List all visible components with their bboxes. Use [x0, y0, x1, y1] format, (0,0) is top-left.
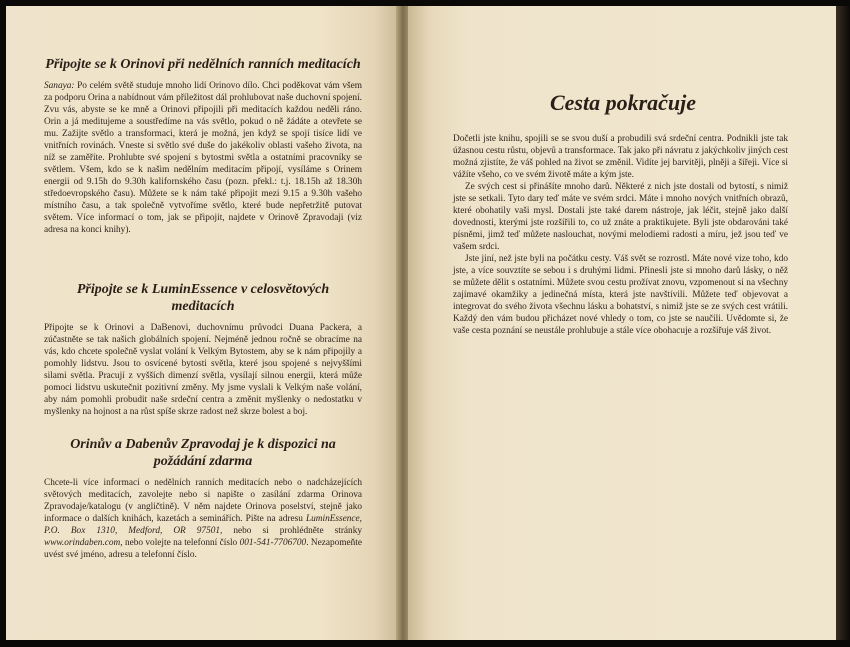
section-heading: Připojte se k Orinovi při nedělních ranních meditacích	[45, 57, 361, 72]
paragraph-text: , nebo volejte na telefonní číslo	[120, 538, 240, 548]
chapter-title: Cesta pokračuje	[549, 90, 697, 115]
paragraph-text: Po celém světě studuje mnoho lidí Orinovo dílo. Chci poděkovat vám všem za podporu Orina a nabídnout vám příležitost dál prohlubovat naše duchovní spojení. Zvu vás, abyste se ke mně a Orinovi připojili při meditacích každou neděli ráno. Orin a já meditujeme a soustředíme na vás světlo, pokud o ně žádáte a otevřete se mu. Zažijte světlo a transformaci, která je možná, jen když se spojí tisíce lidí ve vnitřních rovinách. Vneste si světlo své duše do jakékoliv oblasti vašeho života, na níž se zaměříte. Prohlubte své spojení s bytostmi světla a ostatními pracovníky se světlem. Všem, kdo se k našim nedělním meditacím připojí, vysíláme s Orinem energii od 9.15h do 9.30h kalifornského času (pozn. překl.: t.j. 18.15h až 18.30h středoevropského času). Můžete se k nám také připojit mezi 9.15 a 9.30h vašeho místního času, a tak společně vytvoříme světlo, které bude nepřetržitě putovat světem. Více informací o tom, jak se připojit, najdete v Orinově Zpravodaji (viz adresa na konci knihy).	[44, 81, 362, 235]
body-paragraph: Jste jiní, než jste byli na počátku cesty. Váš svět se rozrostl. Máte nové vize toho, kdo jste, a více souvztíte se sebou i s druhými lidmi. Přinesli jste si mnoho darů lásky, o něž se můžete dělit s ostatními. Můžete svou cestu prožívat znovu, vzpomenout si na všechny zajímavé okamžiky a jedinečná místa, která jste navštívili. Můžete teď objevovat a integrovat do svého života všechnu lásku a bohatství, s nimiž jste se ze svých cest vrátili. Každý den vám budou přicházet nové vhledy o tom, co jste se naučili. Uvědomte si, že vaše cesta poznání se neustále prohlubuje a stále více obohacuje a rozšiřuje váš život.	[453, 254, 788, 336]
section-paragraph: Připojte se k Orinovi a DaBenovi, duchovnímu průvodci Duana Packera, a zúčastněte se tak našich globálních spojení. Nejméně jednou ročně se obracíme na vás, kdo chcete společně vyslat volání k Velkým Bytostem, aby se k nám připojily a pomohly lidstvu. Jsou to osvícené bytosti světla, které jsou spojené s nejvyššími silami světla. Pracují z vyšších dimenzí světla, vysílají silnou energii, která může pomoci lidstvu uskutečnit pozitivní změny. My jsme vyslali k Velkým naše volání, aby nám pomohli probudit naše srdeční centra a změnit myšlenky o nedostatku v myšlenky na hojnost a na růst spíše skrze radost než skrze bolest a boj.	[44, 323, 362, 417]
chapter-body	[453, 133, 788, 337]
body-paragraph: Ze svých cest si přinášíte mnoho darů. Některé z nich jste dostali od bytostí, s nimiž jste se setkali. Tyto dary teď máte ve svém srdci. Máte i mnoho nových vnitřních obrazů, které obohatily vaši mysl. Dostali jste také darem nástroje, jak léčit, stejně jako další dovednosti, kterými jste rozšířili to, co už znáte a praktikujete. Byli jste obdarováni také písněmi, jimž teď můžete naslouchat, novými melodiemi radosti a míru, jež jsou teď ve vašem srdci.	[453, 182, 788, 252]
italic-text: 001-541-7706700	[239, 538, 307, 548]
italic-text: www.orindaben.com	[44, 538, 121, 548]
section-luminessence-meditations	[44, 281, 362, 418]
paragraph-text: . Nezapomeňte uvést své jméno, adresu a telefonní číslo.	[44, 538, 362, 560]
paragraph-text: , nebo si prohlédněte stránky	[220, 526, 362, 536]
section-sunday-meditations	[44, 56, 362, 236]
right-page	[408, 6, 838, 640]
paragraph-text: Chcete-li více informací o nedělních ranních meditacích nebo o nadcházejících světových meditacích, zavolejte nebo si napište o zasílání zdarma Orinova Zpravodaje/katalogu (v angličtině). V něm najdete Orinova poselství, stejně jako informace o dalších knihách, kazetách a seminářích. Pište na adresu	[44, 478, 362, 524]
italic-text: LuminEssence, P.O. Box 1310, Medford, OR 97501	[44, 514, 362, 536]
section-heading: Připojte se k LuminEssence v celosvětových meditacích	[76, 282, 330, 314]
left-page	[6, 6, 398, 640]
section-paragraph	[44, 477, 362, 561]
section-newsletter	[44, 436, 362, 561]
speaker-label: Sanaya:	[44, 81, 75, 91]
body-paragraph: Dočetli jste knihu, spojili se se svou duší a probudili svá srdeční centra. Podnikli jste tak úžasnou cestu růstu, objevů a transformace. Tak jako při návratu z jakýchkoliv jiných cest možná zjistíte, že váš pohled na život se změnil. Vidíte jej barvitěji, plněji a šířeji. Více si vážíte všeho, co ve svém životě máte a kým jste.	[453, 134, 788, 180]
section-paragraph	[44, 80, 362, 236]
section-heading: Orinův a Dabenův Zpravodaj je k dispozici na požádání zdarma	[70, 437, 336, 469]
page-edge-shadow	[836, 6, 850, 640]
